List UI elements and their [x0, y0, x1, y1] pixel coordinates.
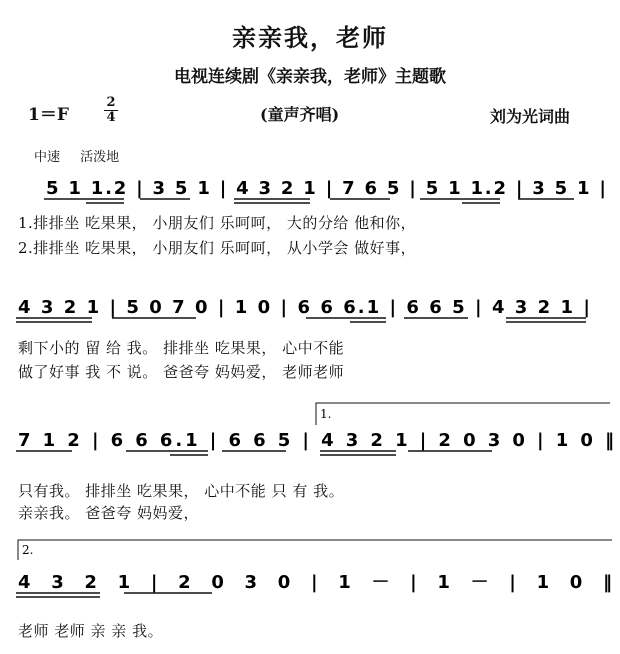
credit: 刘为光词曲	[490, 107, 571, 126]
row3-notes: 7 1 2 | 6 6 6.1 | 6 6 5 | 4 3 2 1 | 2 0 3 0 | 1 0 ‖	[18, 430, 615, 451]
lyric-line-5: 只有我。 排排坐 吃果果， 心中不能 只 有 我。	[18, 482, 345, 500]
row2-notes: 4 3 2 1 | 5 0 7 0 | 1 0 | 6 6 6.1 | 6 6 5 | 4 3 2 1 |	[18, 297, 590, 318]
lyric-line-7: 老师 老师 亲 亲 我。	[18, 622, 164, 640]
volta2-bracket	[18, 540, 612, 560]
volta2-label: 2.	[22, 543, 34, 557]
tempo-speed: 中速	[34, 150, 61, 165]
tempo-style: 活泼地	[80, 150, 120, 165]
lyric-line-1: 1.排排坐 吃果果， 小朋友们 乐呵呵， 大的分给 他和你，	[18, 214, 417, 232]
row4-beams	[16, 593, 212, 597]
song-title: 亲亲我，老师	[232, 23, 388, 52]
volta1-bracket	[316, 403, 610, 425]
row2-beams	[16, 318, 586, 322]
meter-bottom: 4	[106, 110, 116, 125]
row4-notes: 4 3 2 1 | 2 0 3 0 | 1 － | 1 － | 1 0 ‖	[18, 572, 612, 593]
song-subtitle: 电视连续剧《亲亲我，老师》主题歌	[174, 67, 446, 87]
key-signature: 1＝F	[28, 105, 69, 125]
volta1-label: 1.	[320, 407, 332, 421]
lyric-line-3: 剩下小的 留 给 我。 排排坐 吃果果， 心中不能	[18, 339, 345, 357]
row3-beams	[16, 451, 492, 455]
lyric-line-2: 2.排排坐 吃果果， 小朋友们 乐呵呵， 从小学会 做好事，	[18, 239, 417, 257]
lyric-line-4: 做了好事 我 不 说。 爸爸夸 妈妈爱， 老师老师	[18, 363, 345, 381]
performance-note: (童声齐唱)	[260, 105, 340, 124]
meter-top: 2	[106, 95, 116, 110]
lyric-line-6: 亲亲我。 爸爸夸 妈妈爱，	[18, 504, 200, 522]
row1-beams	[44, 199, 574, 203]
row1-notes: 5 1 1.2 | 3 5 1 | 4 3 2 1 | 7 6 5 | 5 1 1.2 | 3 5 1 |	[46, 178, 606, 199]
